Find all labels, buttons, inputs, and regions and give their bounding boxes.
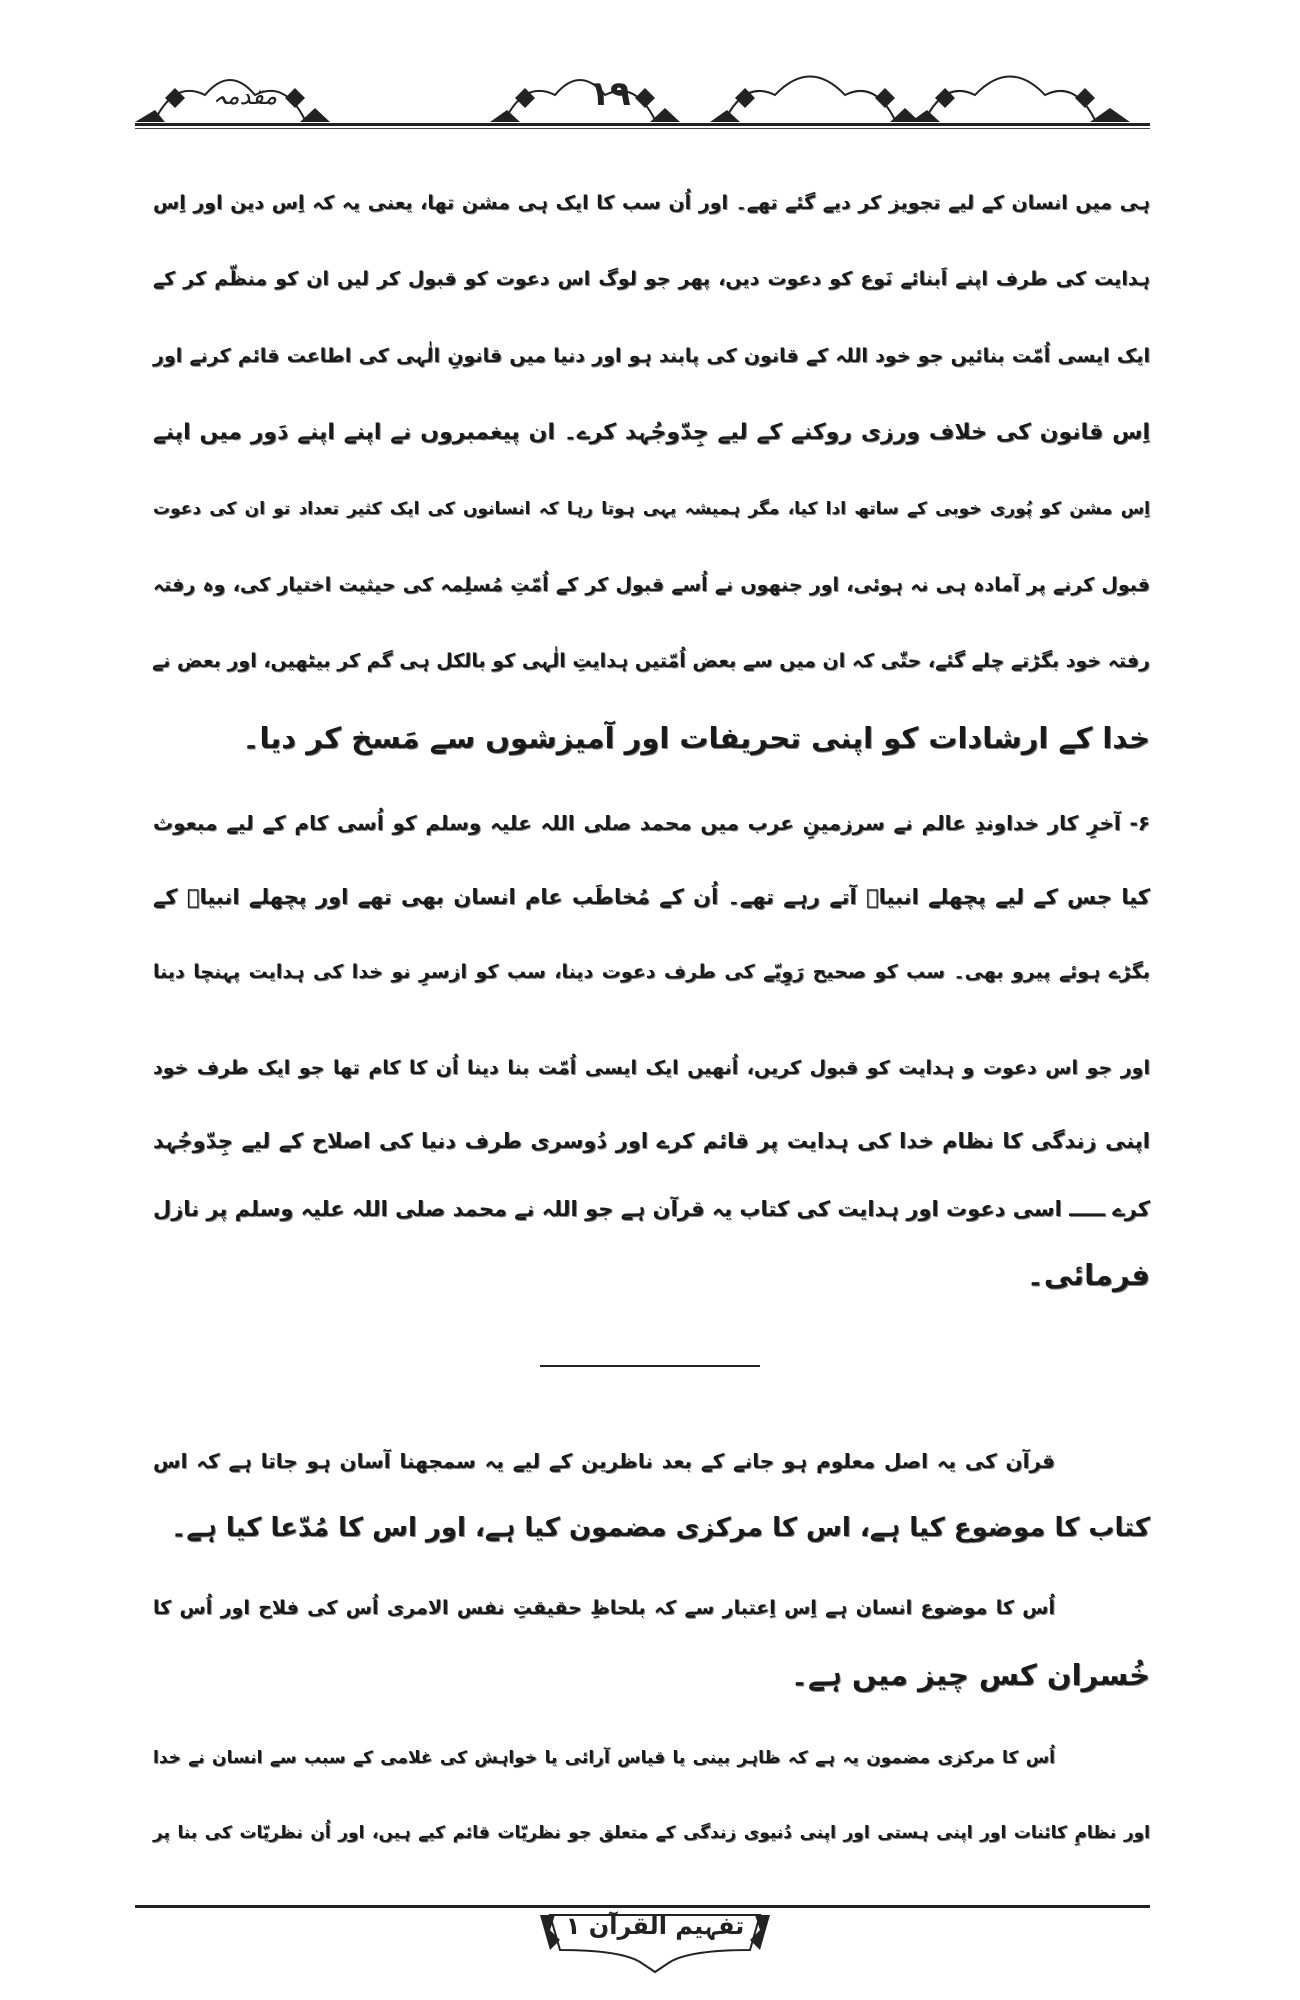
footer-rule: [135, 1905, 1150, 1908]
text-line: ہی میں انسان کے لیے تجویز کر دیے گئے تھے۔ اور اُن سب کا ایک ہی مشن تھا، یعنی یہ کہ اِس دین اور اِس: [153, 192, 1150, 214]
text-line: قبول کرنے پر آمادہ ہی نہ ہوئی، اور جنھوں نے اُسے قبول کر کے اُمّتِ مُسلِمہ کی حیثیت اختیار کی، وہ رفتہ: [153, 574, 1150, 596]
text-line: اِس قانون کی خلاف ورزی روکنے کے لیے جِدّوجُہد کرے۔ ان پیغمبروں نے اپنے اپنے دَور میں اپنے: [153, 420, 1150, 445]
section-title: مقدمہ: [212, 82, 278, 110]
header-rule-thin: [135, 128, 1150, 129]
text-line: خُسران کس چیز میں ہے۔: [790, 1658, 1150, 1692]
text-line: بگڑے ہوئے پیرو بھی۔ سب کو صحیح رَوِیّے کی طرف دعوت دینا، سب کو ازسرِ نو خدا کی ہدایت پہنچا دینا: [153, 961, 1150, 983]
text-line: اُس کا مرکزی مضمون یہ ہے کہ ظاہر بینی یا قیاس آرائی یا خواہش کی غلامی کے سبب سے انسان نے خدا: [153, 1748, 1055, 1768]
text-line: ۶- آخرِ کار خداوندِ عالم نے سرزمینِ عرب میں محمد صلی اللہ علیہ وسلم کو اُسی کام کے لیے مبعوث: [153, 811, 1150, 835]
text-line: رفتہ خود بگڑتے چلے گئے، حتّٰی کہ ان میں سے بعض اُمّتیں ہدایتِ الٰہی کو بالکل ہی گم کر بیٹھیں، اور بعض نے: [152, 650, 1150, 672]
text-line: اور جو اس دعوت و ہدایت کو قبول کریں، اُنھیں ایک ایسی اُمّت بنا دینا اُن کا کام تھا جو ایک طرف خود: [153, 1057, 1150, 1079]
text-line: قرآن کی یہ اصل معلوم ہو جانے کے بعد ناظرین کے لیے یہ سمجھنا آسان ہو جاتا ہے کہ اس: [153, 1449, 1055, 1473]
text-line: اِس مشن کو پُوری خوبی کے ساتھ ادا کیا، مگر ہمیشہ یہی ہوتا رہا کہ انسانوں کی ایک کثیر تعداد تو ان کی دعوت: [153, 499, 1150, 519]
text-line: اپنی زندگی کا نظام خدا کی ہدایت پر قائم کرے اور دُوسری طرف دنیا کی اصلاح کے لیے جِدّوجُہد: [153, 1129, 1150, 1153]
text-line: ایک ایسی اُمّت بنائیں جو خود اللہ کے قانون کی پابند ہو اور دنیا میں قانونِ الٰہی کی اطاعت قائم کرنے اور: [153, 345, 1150, 367]
text-line: فرمائی۔: [1026, 1258, 1150, 1292]
page-number: ۱۹: [589, 74, 631, 114]
footer-book-title: تفہیم القرآن ۱: [565, 1912, 745, 1940]
header-rule: [135, 123, 1150, 126]
text-line: کرے ـــــ اسی دعوت اور ہدایت کی کتاب یہ قرآن ہے جو اللہ نے محمد صلی اللہ علیہ وسلم پر نازل: [153, 1197, 1150, 1221]
text-line: کیا جس کے لیے پچھلے انبیاؑ آتے رہے تھے۔ اُن کے مُخاطَب عام انسان بھی تھے اور پچھلے انبیاؑ کے: [153, 885, 1150, 909]
text-line: کتاب کا موضوع کیا ہے، اس کا مرکزی مضمون کیا ہے، اور اس کا مُدّعا کیا ہے۔: [171, 1513, 1150, 1543]
section-separator: [540, 1365, 760, 1367]
text-line: اُس کا موضوع انسان ہے اِس اِعتبار سے کہ بلحاظِ حقیقتِ نفس الامری اُس کی فلاح اور اُس کا: [153, 1597, 1056, 1619]
text-line: اور نظامِ کائنات اور اپنی ہستی اور اپنی دُنیوی زندگی کے متعلق جو نظریّات قائم کیے ہیں، اور اُن نظریّات کی بنا پر: [153, 1823, 1150, 1843]
text-line: خدا کے ارشادات کو اپنی تحریفات اور آمیزشوں سے مَسخ کر دیا۔: [242, 721, 1150, 755]
text-line: ہدایت کی طرف اپنے اَبنائے نَوع کو دعوت دیں، پھر جو لوگ اس دعوت کو قبول کر لیں ان کو منظّم کر کے: [153, 268, 1150, 290]
